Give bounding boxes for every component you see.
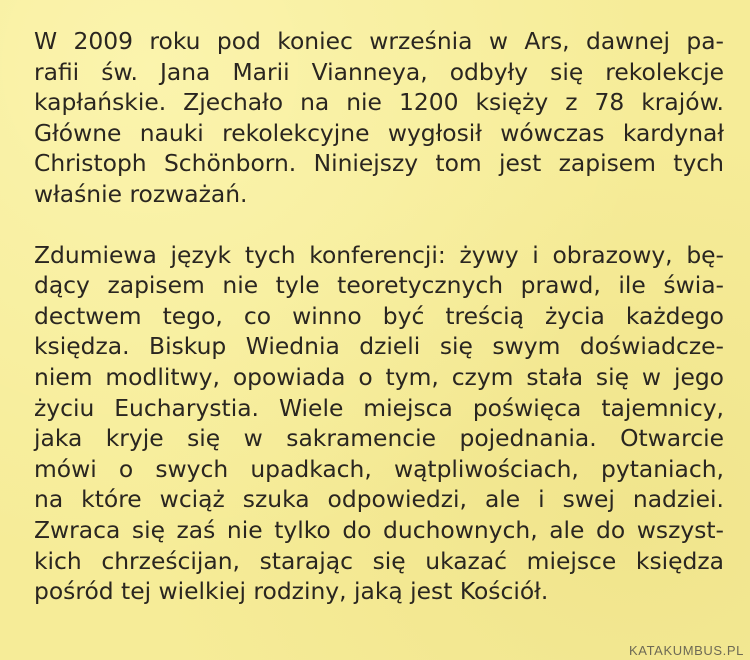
text-line: księdza. Biskup Wiednia dzieli się swym doświadcze- bbox=[34, 332, 724, 361]
text-line: Christoph Schönborn. Niniejszy tom jest zapisem tych bbox=[34, 149, 724, 178]
text-line: na które wciąż szuka odpowiedzi, ale i swej nadziei. bbox=[34, 485, 724, 514]
watermark-text: KATAKUMBUS.PL bbox=[629, 643, 744, 658]
text-line: życiu Eucharystia. Wiele miejsca poświęca tajemnicy, bbox=[34, 393, 724, 422]
text-line: W 2009 roku pod koniec września w Ars, dawnej pa- bbox=[34, 27, 724, 55]
text-line: pośród tej wielkiej rodziny, jaką jest Kościół. bbox=[34, 577, 549, 606]
text-line: mówi o swych upadkach, wątpliwościach, pytaniach, bbox=[34, 454, 724, 483]
text-line: Zdumiewa język tych konferencji: żywy i obrazowy, bę- bbox=[34, 240, 724, 269]
body-text bbox=[34, 26, 724, 607]
text-line: kich chrześcijan, starając się ukazać miejsce księdza bbox=[34, 546, 724, 575]
text-line: właśnie rozważań. bbox=[34, 179, 248, 208]
text-line: niem modlitwy, opowiada o tym, czym stała się w jego bbox=[34, 362, 724, 391]
text-line: dący zapisem nie tyle teoretycznych prawd, ile świa- bbox=[34, 271, 724, 300]
paragraph-2 bbox=[34, 240, 724, 607]
text-line: kapłańskie. Zjechało na nie 1200 księży z 78 krajów. bbox=[34, 88, 724, 117]
text-line: Zwraca się zaś nie tylko do duchownych, ale do wszyst- bbox=[34, 515, 724, 544]
text-line: jaka kryje się w sakramencie pojednania. Otwarcie bbox=[34, 424, 724, 453]
text-line: dectwem tego, co winno być treścią życia każdego bbox=[34, 301, 724, 330]
text-line: Główne nauki rekolekcyjne wygłosił wówczas kardynał bbox=[34, 118, 724, 147]
text-line: rafii św. Jana Marii Vianneya, odbyły się rekolekcje bbox=[34, 57, 724, 86]
paragraph-1 bbox=[34, 26, 724, 210]
